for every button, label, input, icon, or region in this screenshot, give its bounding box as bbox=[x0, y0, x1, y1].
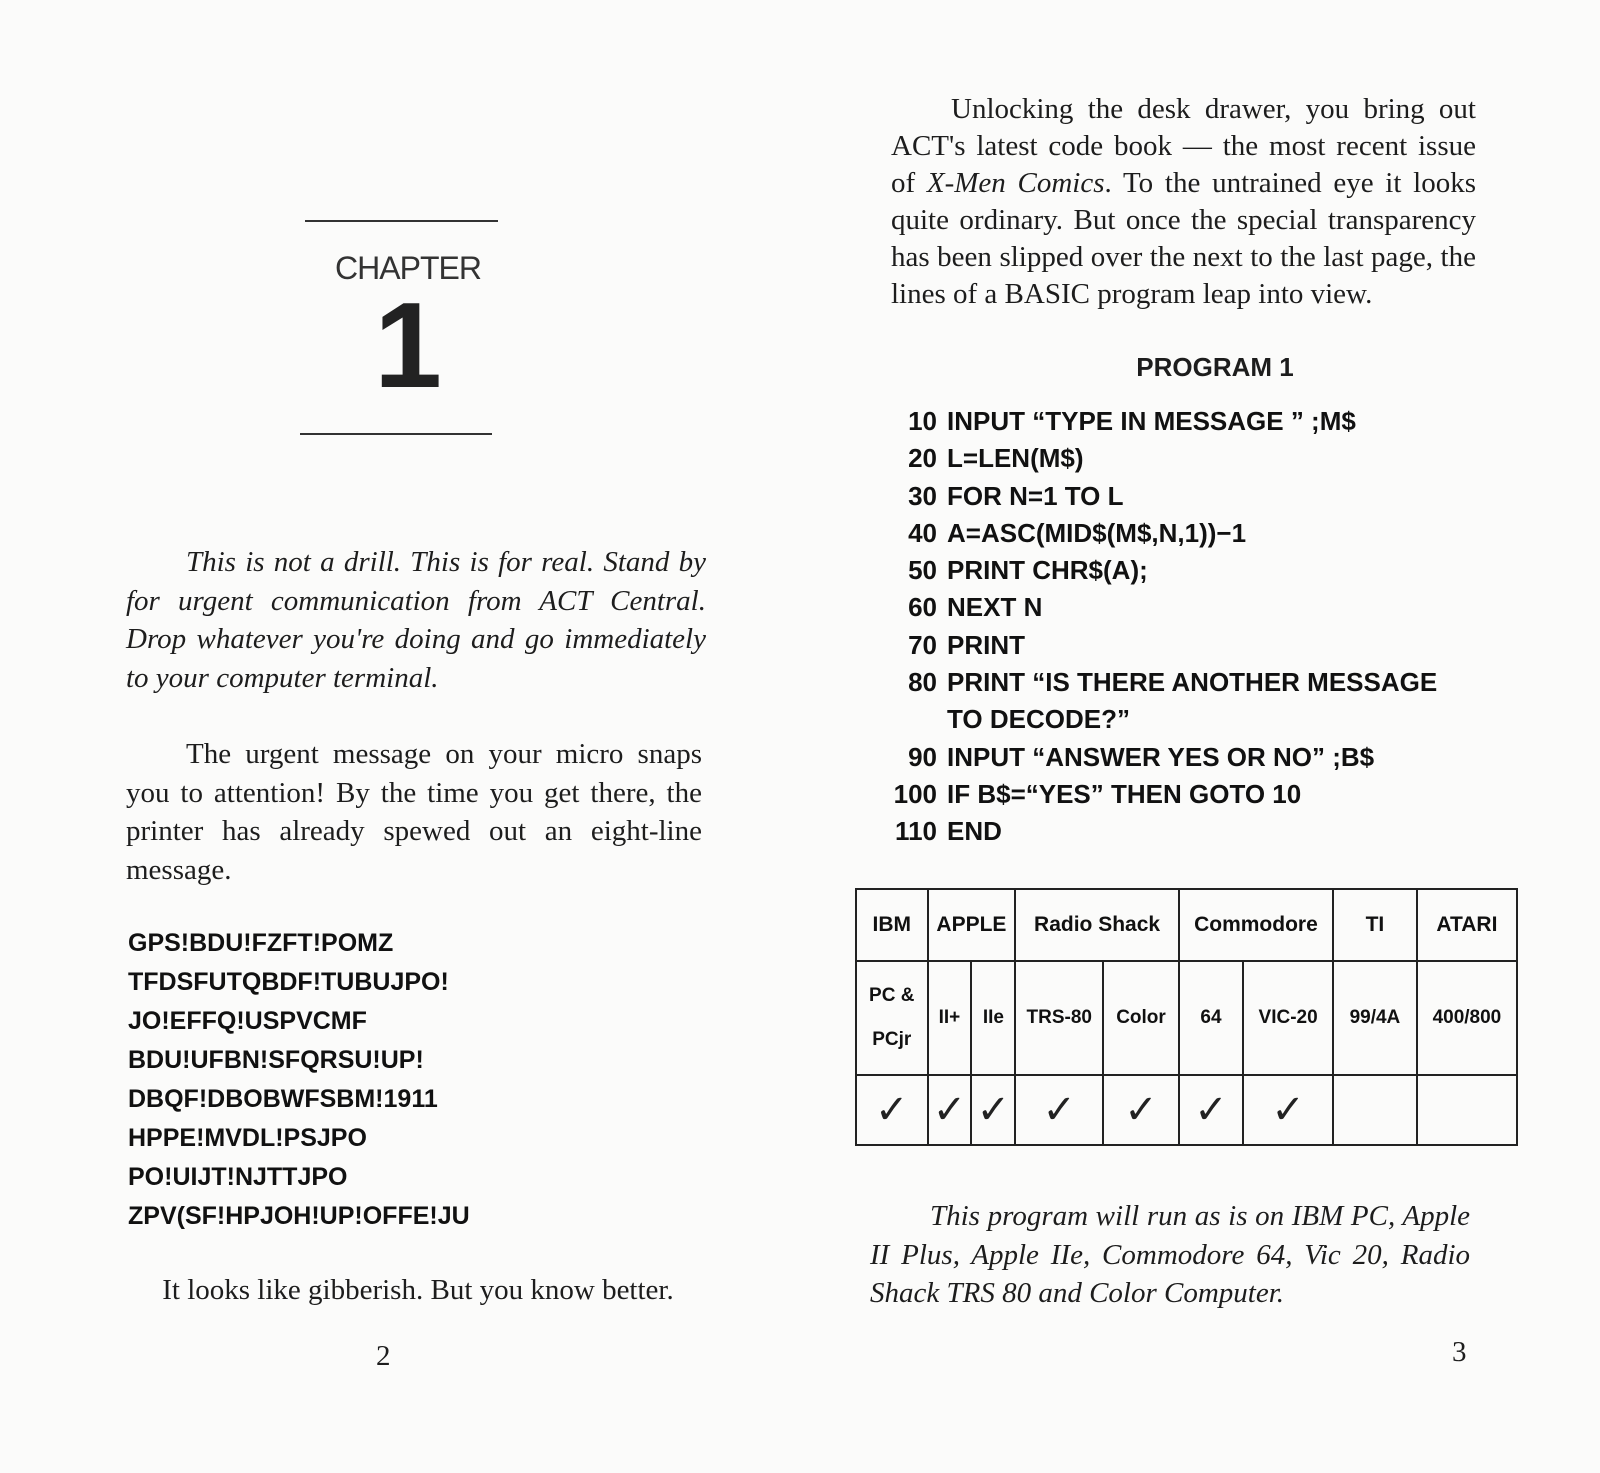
line-code: PRINT “IS THERE ANOTHER MESSAGE bbox=[947, 667, 1438, 698]
line-number: 40 bbox=[908, 517, 937, 548]
line-number bbox=[873, 701, 947, 738]
line-number: 100 bbox=[893, 778, 937, 809]
program-line bbox=[873, 664, 1437, 701]
model-cell: IIe bbox=[971, 961, 1015, 1075]
chapter-bottom-rule bbox=[300, 433, 492, 435]
program-line bbox=[873, 813, 1437, 850]
model-cell: 400/800 bbox=[1417, 961, 1517, 1075]
check-icon: ✓ bbox=[971, 1075, 1015, 1145]
line-number: 30 bbox=[908, 480, 937, 511]
model-cell: II+ bbox=[928, 961, 972, 1075]
check-icon: ✓ bbox=[1179, 1075, 1243, 1145]
chapter-label: CHAPTER bbox=[335, 250, 481, 286]
coded-message bbox=[128, 924, 470, 1236]
line-code: PRINT CHR$(A); bbox=[947, 555, 1148, 586]
line-code: FOR N=1 TO L bbox=[947, 480, 1124, 511]
intro-before: Unlocking the desk drawer, you bring out ACT's latest code book — the most recent issue of bbox=[891, 93, 1476, 199]
line-number: 60 bbox=[908, 592, 937, 623]
basic-program bbox=[873, 403, 1437, 851]
brand-cell: Radio Shack bbox=[1015, 889, 1178, 961]
line-number: 10 bbox=[908, 406, 937, 436]
model-cell: Color bbox=[1103, 961, 1179, 1075]
check-icon: ✓ bbox=[1243, 1075, 1333, 1145]
line-number: 70 bbox=[908, 629, 937, 660]
line-number: 20 bbox=[908, 443, 937, 474]
brand-cell: Commodore bbox=[1179, 889, 1333, 961]
model-row bbox=[856, 961, 1517, 1075]
brand-row bbox=[856, 889, 1517, 961]
coded-line: GPS!BDU!FZFT!POMZ bbox=[128, 929, 394, 957]
line-code: NEXT N bbox=[947, 592, 1043, 623]
comic-title: X-Men Comics bbox=[926, 167, 1105, 199]
line-code: PRINT bbox=[947, 629, 1025, 660]
coded-line: DBQF!DBOBWFSBM!1911 bbox=[128, 1085, 438, 1113]
closing-line: It looks like gibberish. But you know better. bbox=[162, 1274, 674, 1306]
compatibility-table bbox=[855, 888, 1518, 1146]
coded-line: ZPV(SF!HPJOH!UP!OFFE!JU bbox=[128, 1202, 470, 1230]
program-line bbox=[873, 627, 1437, 664]
model-cell: 99/4A bbox=[1333, 961, 1417, 1075]
brand-cell: TI bbox=[1333, 889, 1417, 961]
empty-cell bbox=[1333, 1075, 1417, 1145]
intro-after: . To the untrained eye it looks quite ordinary. But once the special transparency has been slipped over the next to the last page, the lines of a BASIC program leap into view. bbox=[891, 167, 1476, 310]
right-intro-paragraph bbox=[891, 91, 1476, 313]
model-cell: 64 bbox=[1179, 961, 1243, 1075]
line-number: 90 bbox=[908, 741, 937, 772]
model-pc-bottom: PCjr bbox=[872, 1029, 912, 1050]
check-icon: ✓ bbox=[1015, 1075, 1103, 1145]
line-number: 80 bbox=[908, 667, 937, 698]
model-cell: TRS-80 bbox=[1015, 961, 1103, 1075]
body-paragraph-text: The urgent message on your micro snaps you to attention! By the time you get there, the printer has already spewed out an eight-line message. bbox=[126, 738, 702, 886]
program-title: PROGRAM 1 bbox=[1136, 352, 1294, 382]
chapter-top-rule bbox=[305, 220, 498, 222]
empty-cell bbox=[1417, 1075, 1517, 1145]
line-code: END bbox=[947, 816, 1002, 847]
body-paragraph bbox=[126, 735, 702, 889]
check-icon: ✓ bbox=[856, 1075, 928, 1145]
program-line bbox=[873, 515, 1437, 552]
line-code: IF B$=“YES” THEN GOTO 10 bbox=[947, 778, 1302, 809]
program-line bbox=[873, 440, 1437, 477]
check-row bbox=[856, 1075, 1517, 1145]
model-pc-top: PC & bbox=[869, 985, 915, 1006]
program-line bbox=[873, 403, 1437, 440]
check-icon: ✓ bbox=[928, 1075, 972, 1145]
brand-cell: APPLE bbox=[928, 889, 1016, 961]
coded-line: BDU!UFBN!SFQRSU!UP! bbox=[128, 1046, 424, 1074]
program-line bbox=[873, 478, 1437, 515]
intro-italic-text: This is not a drill. This is for real. Stand by for urgent communication from ACT Central. Drop whatever you're doing and go immediately to your computer terminal. bbox=[126, 546, 706, 694]
line-code: INPUT “ANSWER YES OR NO” ;B$ bbox=[947, 741, 1375, 772]
brand-cell: IBM bbox=[856, 889, 928, 961]
program-line bbox=[873, 776, 1437, 813]
closing-italic-paragraph bbox=[870, 1197, 1470, 1313]
coded-line: JO!EFFQ!USPVCMF bbox=[128, 1007, 367, 1035]
line-code: INPUT “TYPE IN MESSAGE ” ;M$ bbox=[947, 406, 1356, 436]
line-code: A=ASC(MID$(M$,N,1))−1 bbox=[947, 517, 1247, 548]
program-line bbox=[873, 552, 1437, 589]
closing-italic-text: This program will run as is on IBM PC, Apple II Plus, Apple IIe, Commodore 64, Vic 20, Radio Shack TRS 80 and Color Computer. bbox=[870, 1200, 1470, 1309]
line-number: 110 bbox=[895, 816, 937, 847]
model-cell-pc bbox=[856, 961, 928, 1075]
intro-italic-paragraph bbox=[126, 543, 706, 697]
program-line bbox=[873, 701, 1437, 738]
coded-line: TFDSFUTQBDF!TUBUJPO! bbox=[128, 968, 449, 996]
right-intro-text bbox=[891, 91, 1476, 313]
program-line bbox=[873, 589, 1437, 626]
brand-cell: ATARI bbox=[1417, 889, 1517, 961]
model-cell: VIC-20 bbox=[1243, 961, 1333, 1075]
right-page bbox=[790, 0, 1600, 1473]
left-page bbox=[0, 0, 790, 1473]
line-code: TO DECODE?” bbox=[947, 704, 1130, 735]
check-icon: ✓ bbox=[1103, 1075, 1179, 1145]
line-code: L=LEN(M$) bbox=[947, 443, 1084, 474]
page-number-left: 2 bbox=[376, 1340, 391, 1372]
coded-line: HPPE!MVDL!PSJPO bbox=[128, 1124, 367, 1152]
page-number-right: 3 bbox=[1452, 1336, 1467, 1368]
line-number: 50 bbox=[908, 555, 937, 586]
coded-line: PO!UIJT!NJTTJPO bbox=[128, 1163, 348, 1191]
program-line bbox=[873, 739, 1437, 776]
chapter-number: 1 bbox=[374, 277, 442, 413]
